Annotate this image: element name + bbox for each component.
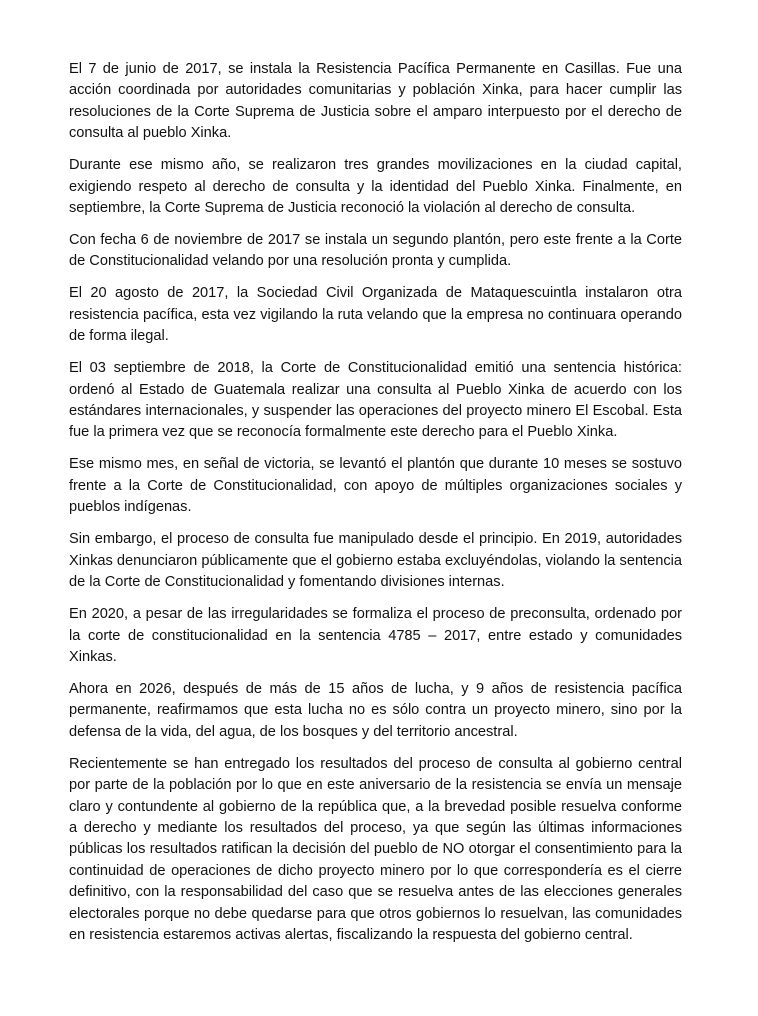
paragraph-levantamiento-planton: Ese mismo mes, en señal de victoria, se levantó el plantón que durante 10 meses se sostuvo frente a la Corte de Constitucionalidad, con apoyo de múltiples organizaciones sociales y pueblos indígenas. [69, 456, 682, 516]
paragraph-preconsulta: En 2020, a pesar de las irregularidades se formaliza el proceso de preconsulta, ordenado por la corte de constitucionalidad en la sentencia 4785 – 2017, entre estado y comunidades Xinkas. [69, 606, 682, 665]
paragraph-resistencia-casillas: El 7 de junio de 2017, se instala la Resistencia Pacífica Permanente en Casillas. Fue una acción coordinada por autoridades comunitarias y población Xinka, para hacer cumplir las resoluciones de la Corte Suprema de Justicia sobre el amparo interpuesto por el derecho de consulta al pueblo Xinka. [69, 61, 682, 142]
paragraph-mataquescuintla: El 20 agosto de 2017, la Sociedad Civil Organizada de Mataquescuintla instalaron otra resistencia pacífica, esta vez vigilando la ruta velando que la empresa no continuara operando de forma ilegal. [69, 285, 682, 345]
paragraph-consulta-manipulada: Sin embargo, el proceso de consulta fue manipulado desde el principio. En 2019, autoridades Xinkas denunciaron públicamente que el gobierno estaba excluyéndolas, violando la sentencia de la Corte de Constitucionalidad y fomentando divisiones internas. [69, 531, 682, 591]
paragraph-segundo-planton: Con fecha 6 de noviembre de 2017 se instala un segundo plantón, pero este frente a la Corte de Constitucionalidad velando por una resolución pronta y cumplida. [69, 232, 682, 270]
paragraph-sentencia-historica: El 03 septiembre de 2018, la Corte de Constitucionalidad emitió una sentencia histórica: ordenó al Estado de Guatemala realizar una consulta al Pueblo Xinka de acuerdo con los estándares internacionales, y suspender las operaciones del proyecto minero El Escobal. Esta fue la primera vez que se reconocía formalmente este derecho para el Pueblo Xinka. [69, 360, 682, 441]
paragraph-resultados-consulta: Recientemente se han entregado los resultados del proceso de consulta al gobierno central por parte de la población por lo que en este aniversario de la resistencia se envía un mensaje claro y contundente al gobierno de la república que, a la brevedad posible resuelva conforme a derecho y mediante los resultados del proceso, ya que según las últimas informaciones públicas los resultados ratifican la decisión del pueblo de NO otorgar el consentimiento para la continuidad de operaciones de dicho proyecto minero por lo que correspondería es el cierre definitivo, con la responsabilidad del caso que se resuelva antes de las elecciones generales electorales porque no debe quedarse para que otros gobiernos lo resuelvan, las comunidades en resistencia estaremos activas alertas, fiscalizando la respuesta del gobierno central. [69, 755, 682, 943]
paragraph-movilizaciones: Durante ese mismo año, se realizaron tres grandes movilizaciones en la ciudad capital, exigiendo respeto al derecho de consulta y la identidad del Pueblo Xinka. Finalmente, en septiembre, la Corte Suprema de Justicia reconoció la violación al derecho de consulta. [69, 157, 682, 217]
paragraph-reafirmacion: Ahora en 2026, después de más de 15 años de lucha, y 9 años de resistencia pacífica permanente, reafirmamos que esta lucha no es sólo contra un proyecto minero, sino por la defensa de la vida, del agua, de los bosques y del territorio ancestral. [69, 680, 682, 740]
